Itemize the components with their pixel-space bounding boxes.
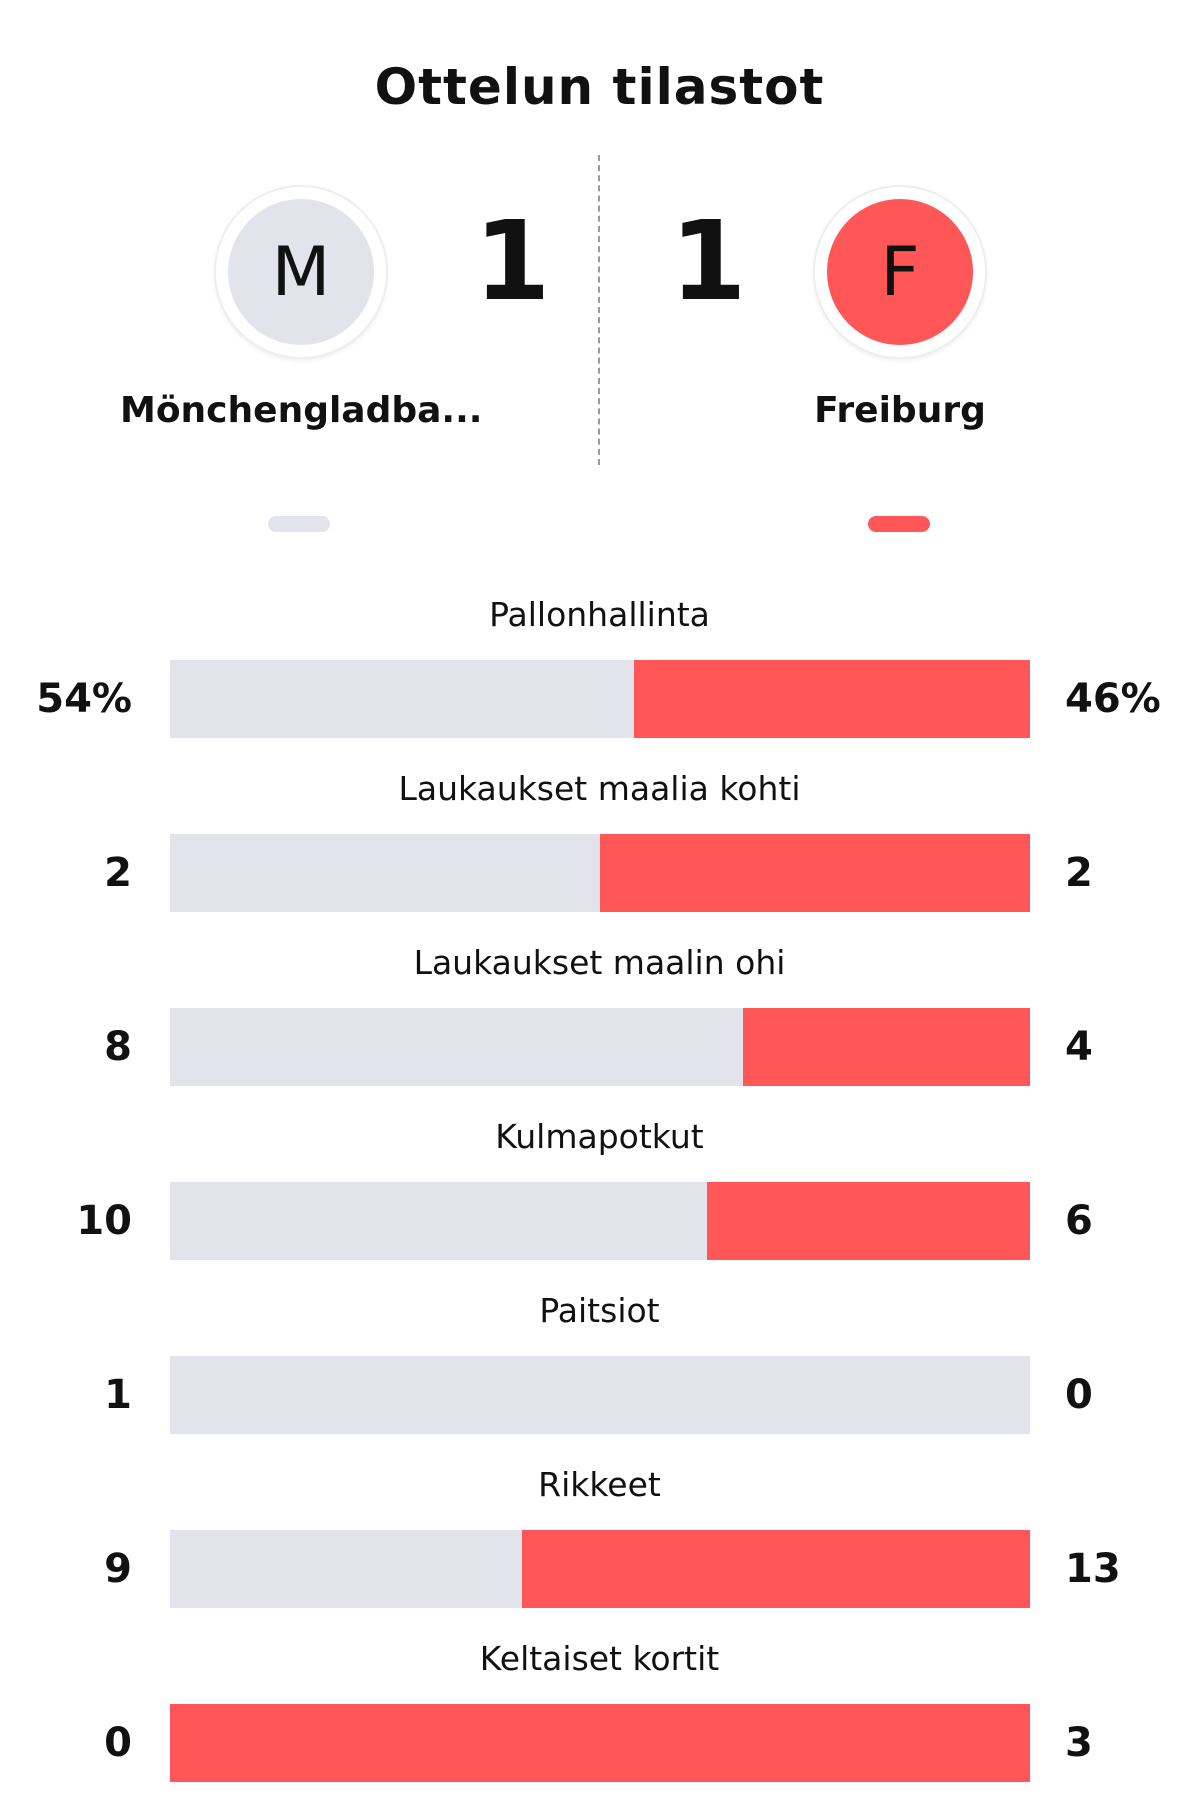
- stat-bar-away: [634, 660, 1030, 738]
- stat-away-value: 4: [1065, 1024, 1093, 1070]
- stat-bar: [170, 1704, 1030, 1782]
- stat-bar-home: [170, 1182, 708, 1260]
- stat-home-value: 10: [76, 1198, 132, 1244]
- stat-home-value: 54%: [36, 676, 132, 722]
- stat-home-value: 8: [104, 1024, 132, 1070]
- stat-away-value: 3: [1065, 1720, 1093, 1766]
- stat-home-value: 0: [104, 1720, 132, 1766]
- stat-bar: [170, 834, 1030, 912]
- stat-away-value: 6: [1065, 1198, 1093, 1244]
- stat-label: Laukaukset maalia kohti: [398, 769, 801, 808]
- stat-away-value: 2: [1065, 850, 1093, 896]
- home-team-initial: M: [228, 199, 374, 345]
- stat-home-value: 9: [104, 1546, 132, 1592]
- away-legend-pill: [868, 516, 930, 532]
- stat-bar-home: [170, 660, 634, 738]
- stat-away-value: 13: [1065, 1546, 1121, 1592]
- stat-bar-away: [600, 834, 1030, 912]
- stat-bar: [170, 1182, 1030, 1260]
- stat-label: Kulmapotkut: [495, 1117, 704, 1156]
- stat-label: Paitsiot: [539, 1291, 660, 1330]
- stat-bar: [170, 1530, 1030, 1608]
- stat-bar-away: [743, 1008, 1030, 1086]
- home-legend-pill: [268, 516, 330, 532]
- stat-away-value: 0: [1065, 1372, 1093, 1418]
- stat-bar-home: [170, 834, 600, 912]
- home-score: 1: [474, 197, 551, 325]
- stat-bar: [170, 660, 1030, 738]
- stat-home-value: 2: [104, 850, 132, 896]
- stat-label: Pallonhallinta: [489, 595, 710, 634]
- away-team-name[interactable]: Freiburg: [814, 390, 986, 431]
- stat-bar-home: [170, 1530, 522, 1608]
- stat-bar-away: [707, 1182, 1030, 1260]
- stat-away-value: 46%: [1065, 676, 1161, 722]
- stat-bar-home: [170, 1356, 1030, 1434]
- stat-bar-home: [170, 1008, 743, 1086]
- away-score: 1: [670, 197, 747, 325]
- home-team-name[interactable]: Mönchengladba...: [120, 390, 483, 431]
- stat-label: Laukaukset maalin ohi: [413, 943, 786, 982]
- home-team-crest[interactable]: [216, 187, 386, 357]
- center-divider: [598, 155, 600, 465]
- away-team-initial: F: [827, 199, 973, 345]
- away-team-crest[interactable]: [815, 187, 985, 357]
- stat-bar: [170, 1008, 1030, 1086]
- page-title: Ottelun tilastot: [374, 58, 825, 116]
- stat-label: Rikkeet: [538, 1465, 661, 1504]
- stat-home-value: 1: [104, 1372, 132, 1418]
- stat-label: Keltaiset kortit: [479, 1639, 720, 1678]
- stat-bar-away: [522, 1530, 1030, 1608]
- stat-bar: [170, 1356, 1030, 1434]
- stat-bar-away: [170, 1704, 1030, 1782]
